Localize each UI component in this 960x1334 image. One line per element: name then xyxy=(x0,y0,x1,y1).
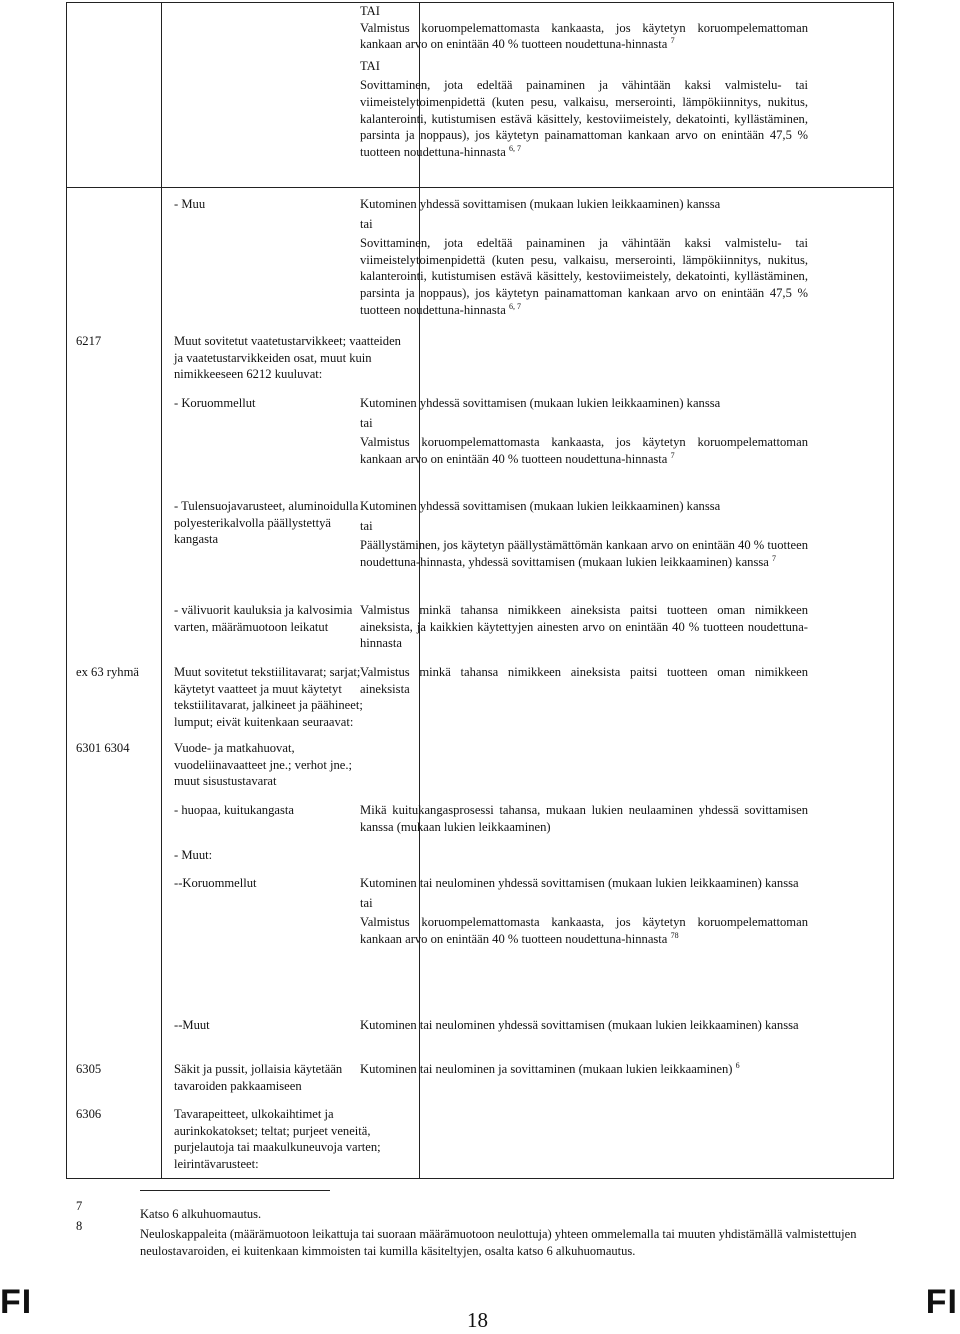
footnote-text: Katso 6 alkuhuomautus. xyxy=(140,1207,262,1221)
footnote-ref: 6, 7 xyxy=(509,301,521,311)
or-label: tai xyxy=(360,415,373,430)
row-divider xyxy=(67,187,893,188)
footnote-ref: 78 xyxy=(670,930,679,940)
product-description: Vuode- ja matkahuovat, vuodeliinavaatteet jne.; verhot jne.; muut sisustustavarat xyxy=(174,741,352,789)
product-description: - välivuorit kauluksia ja kalvosimia varten, määrämuotoon leikatut xyxy=(174,603,353,634)
or-label: TAI xyxy=(360,58,380,73)
table-row xyxy=(360,196,808,318)
product-description: --Muut xyxy=(174,1018,210,1032)
processing-rule: Mikä kuitukangasprosessi tahansa, mukaan lukien neulaaminen yhdessä sovittamisen kanssa (mukaan lukien leikkaaminen) xyxy=(360,803,808,834)
or-label: TAI xyxy=(360,4,380,18)
processing-rule: Kutominen tai neulominen yhdessä sovittamisen (mukaan lukien leikkaaminen) kanssa xyxy=(360,876,799,890)
processing-rule: Sovittaminen, jota edeltää painaminen ja vähintään kaksi valmistelu- tai viimeistelytoimenpidettä (kuten pesu, valkaisu, merserointi, lämpökiinnitys, nukitus, kalanterointi, kutistumisen estävä käsittely, kestoviimeistely, dekatointi, kyllästäminen, parsinta ja noppaus), jos käytetyn painamattoman kankaan arvo on enintään 47,5 % tuotteen noudettuna-hinnasta $^{6, 7}$ xyxy=(360,236,808,317)
language-code-left: FI xyxy=(0,1283,33,1321)
product-description: --Koruommellut xyxy=(174,876,257,890)
or-label: tai xyxy=(360,518,373,533)
processing-rule: Kutominen yhdessä sovittamisen (mukaan lukien leikkaaminen) kanssa xyxy=(360,197,721,211)
product-description: Muut sovitetut vaatetustarvikkeet; vaatteiden ja vaatetustarvikkeiden osat, muut kuin nimikkeeseen 6212 kuuluvat: xyxy=(174,334,401,382)
processing-rule: Kutominen tai neulominen yhdessä sovittamisen (mukaan lukien leikkaaminen) kanssa xyxy=(360,1018,799,1032)
footnote-ref: 7 xyxy=(772,553,776,563)
product-description: Tavarapeitteet, ulkokaihtimet ja aurinkokatokset; teltat; purjeet veneitä, purjelautoja tai maakulkuneuvoja varten; leirintävarusteet: xyxy=(174,1107,381,1171)
heading-code: 6306 xyxy=(76,1107,102,1121)
product-description: Muut sovitetut tekstiilitavarat; sarjat; käytetyt vaatteet ja muut käytetyt tekstiilitavarat, jalkineet ja päähineet; lumput; eivät kuitenkaan seuraavat: xyxy=(174,665,363,729)
product-description: Säkit ja pussit, jollaisia käytetään tavaroiden pakkaamiseen xyxy=(174,1062,343,1093)
column-divider xyxy=(419,3,420,1178)
product-description: - Tulensuojavarusteet, aluminoidulla polyesterikalvolla päällystettyä kangasta xyxy=(174,499,359,547)
processing-rule: Kutominen yhdessä sovittamisen (mukaan lukien leikkaaminen) kanssa xyxy=(360,396,721,410)
table-row xyxy=(360,395,808,467)
processing-rule: Valmistus koruompelemattomasta kankaasta, jos käytetyn koruompelemattoman kankaan arvo on enintään 40 % tuotteen noudettuna-hinnasta $^7$ xyxy=(360,20,808,52)
column-divider xyxy=(161,3,162,1178)
processing-rule: Valmistus koruompelemattomasta kankaasta, jos käytetyn koruompelemattoman kankaan arvo on enintään 40 % tuotteen noudettuna-hinnasta $^7$ xyxy=(360,435,808,466)
processing-rule: Valmistus koruompelemattomasta kankaasta, jos käytetyn koruompelemattoman kankaan arvo on enintään 40 % tuotteen noudettuna-hinnasta $^{78}$ xyxy=(360,915,808,946)
processing-rule: Valmistus minkä tahansa nimikkeen aineksista paitsi tuotteen oman nimikkeen aineksista, ja kaikkien käytettyjen ainesten arvo on enintään 40 % tuotteen noudettuna-hinnasta xyxy=(360,603,808,651)
footnote-number: 7 xyxy=(76,1199,83,1213)
or-label: tai xyxy=(360,216,373,231)
footnote-ref: 7 xyxy=(670,36,675,45)
product-description: - Muu xyxy=(174,197,206,211)
processing-rule: Kutominen yhdessä sovittamisen (mukaan lukien leikkaaminen) kanssa xyxy=(360,499,721,513)
footnote-ref: 6, 7 xyxy=(509,143,521,153)
processing-rule: Päällystäminen, jos käytetyn päällystämättömän kankaan arvo on enintään 40 % tuotteen noudettuna-hinnasta, yhdessä sovittamisen (mukaan lukien leikkaaminen) kanssa $^7$ xyxy=(360,538,809,569)
heading-code: 6301 6304 xyxy=(76,741,130,755)
footnote-number: 8 xyxy=(76,1219,83,1233)
processing-rule: Kutominen tai neulominen ja sovittaminen (mukaan lukien leikkaaminen) $^6$ xyxy=(360,1060,740,1076)
product-description: - huopaa, kuitukangasta xyxy=(174,803,294,817)
footnote-separator xyxy=(140,1190,330,1191)
page-number: 18 xyxy=(467,1308,488,1332)
or-label: tai xyxy=(360,895,373,910)
footnote-ref: 6 xyxy=(735,1060,740,1070)
processing-rule: Sovittaminen, jota edeltää painaminen ja vähintään kaksi valmistelu- tai viimeistelytoimenpidettä (kuten pesu, valkaisu, merserointi, lämpökiinnitys, nukitus, kalanterointi, kutistumisen estävä käsittely, kestoviimeistely, dekatointi, kyllästäminen, parsinta ja noppaus), jos käytetyn painamattoman kankaan arvo on enintään 47,5 % tuotteen noudettuna-hinnasta $^{6, 7}$ xyxy=(360,78,808,159)
language-code-right: FI xyxy=(925,1283,958,1321)
heading-code: 6305 xyxy=(76,1062,102,1076)
footnote-ref: 7 xyxy=(670,450,675,460)
table-row xyxy=(360,875,808,947)
rules-table xyxy=(66,2,894,1179)
table-row xyxy=(360,3,808,160)
table-row xyxy=(360,498,808,570)
product-description: - Koruommellut xyxy=(174,396,256,410)
processing-rule: Valmistus minkä tahansa nimikkeen aineksista paitsi tuotteen oman nimikkeen aineksista xyxy=(360,665,808,696)
heading-code: ex 63 ryhmä xyxy=(76,665,139,679)
product-description: - Muut: xyxy=(174,848,213,862)
heading-code: 6217 xyxy=(76,334,102,348)
footnote-text: Neuloskappaleita (määrämuotoon leikattuja tai suoraan määrämuotoon neulottuja) yhteen ommelemalla tai muuten yhdistämällä valmistettujen neulostavaroiden, ei kuitenkaan kimmoisten tai kumilla käsiteltyjen, osalta katso 6 alkuhuomautus. xyxy=(140,1227,857,1258)
